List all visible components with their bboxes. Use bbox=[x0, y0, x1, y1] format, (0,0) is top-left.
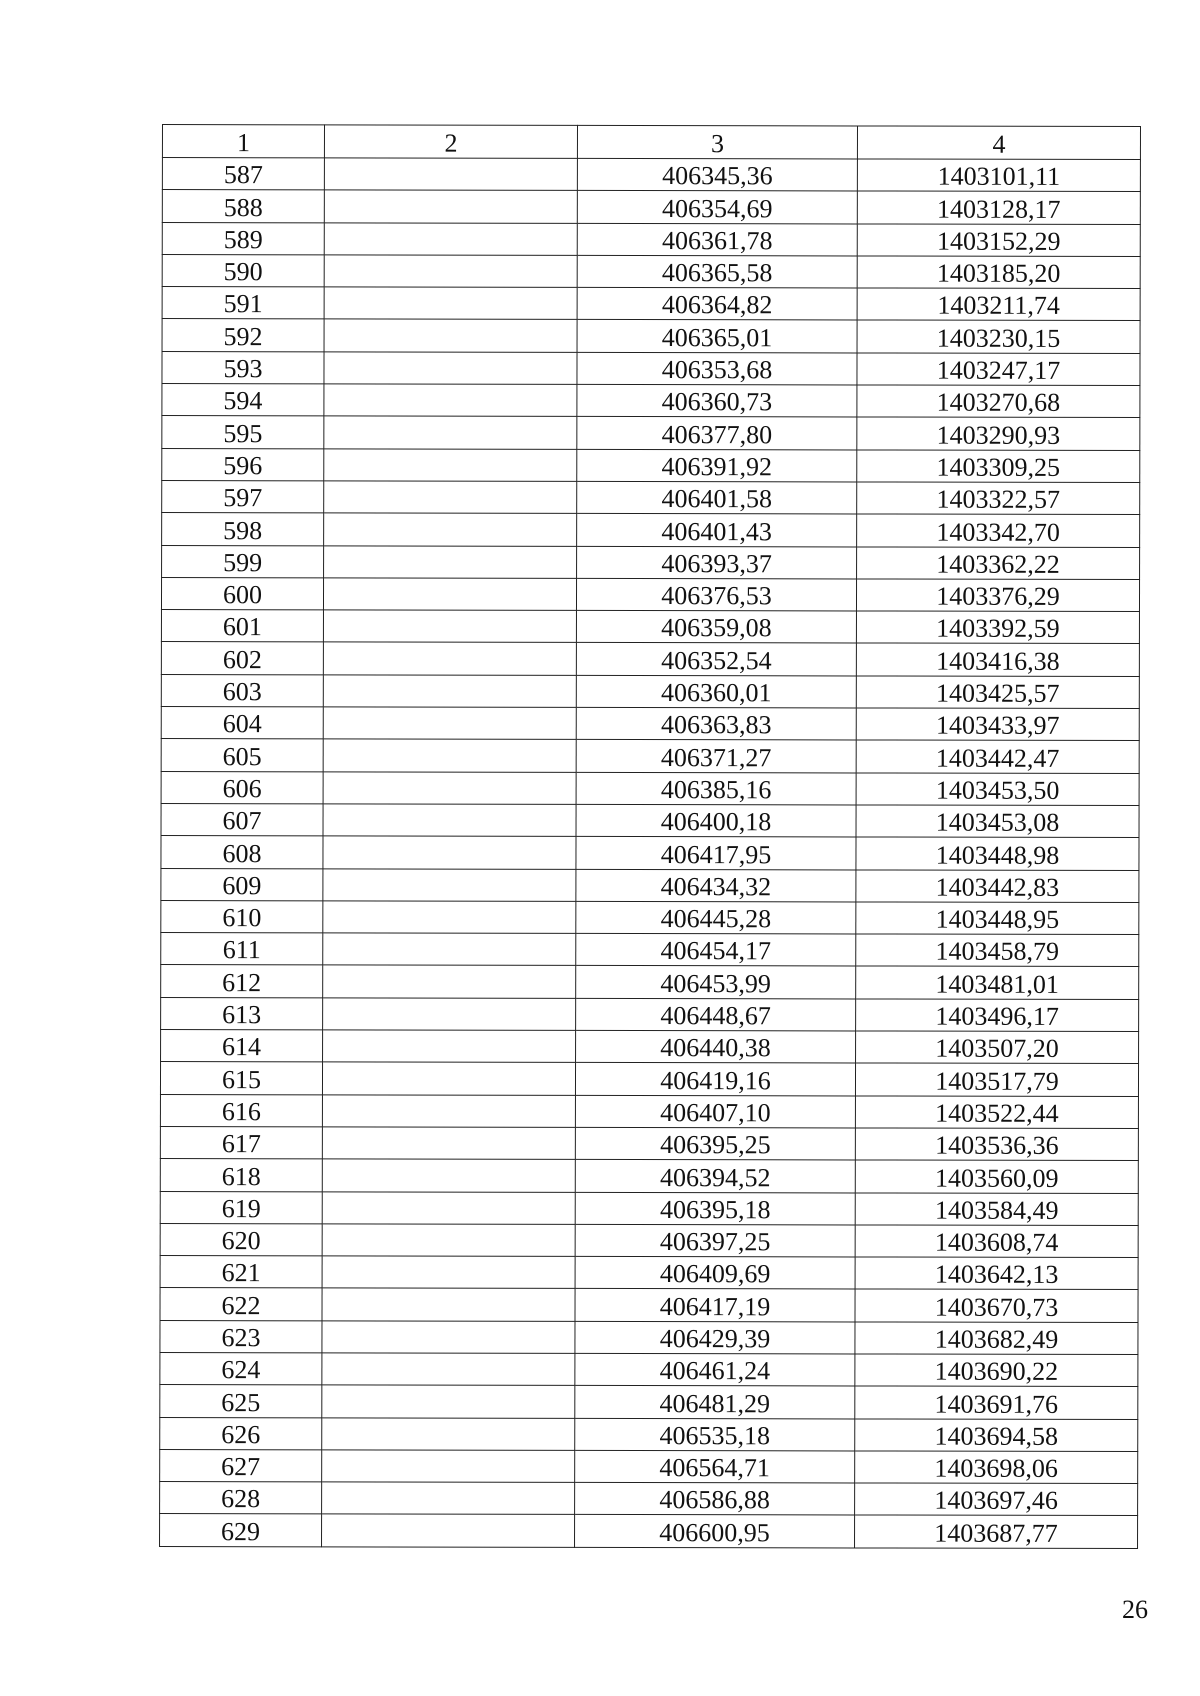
point-number-cell: 589 bbox=[162, 222, 324, 255]
table-row bbox=[160, 1094, 1138, 1128]
y-coordinate-cell: 1403416,38 bbox=[856, 643, 1139, 676]
table-row bbox=[162, 254, 1140, 288]
point-number-cell: 606 bbox=[161, 771, 323, 804]
x-coordinate-cell: 406364,82 bbox=[577, 288, 857, 321]
x-coordinate-cell: 406454,17 bbox=[576, 933, 856, 966]
table-row bbox=[160, 1062, 1138, 1096]
x-coordinate-cell: 406419,16 bbox=[575, 1063, 855, 1096]
table-row bbox=[161, 1030, 1139, 1064]
table-row bbox=[161, 803, 1139, 837]
x-coordinate-cell: 406352,54 bbox=[576, 643, 856, 676]
y-coordinate-cell: 1403442,47 bbox=[856, 740, 1139, 773]
x-coordinate-cell: 406401,43 bbox=[577, 514, 857, 547]
table-row bbox=[160, 1514, 1138, 1548]
y-coordinate-cell: 1403453,50 bbox=[856, 773, 1139, 806]
empty-cell bbox=[322, 1256, 575, 1289]
point-number-cell: 610 bbox=[161, 900, 323, 933]
empty-cell bbox=[323, 642, 576, 675]
y-coordinate-cell: 1403309,25 bbox=[857, 450, 1140, 483]
x-coordinate-cell: 406417,95 bbox=[576, 837, 856, 870]
x-coordinate-cell: 406409,69 bbox=[575, 1256, 855, 1289]
point-number-cell: 599 bbox=[162, 545, 324, 578]
table-row bbox=[160, 1159, 1138, 1193]
point-number-cell: 593 bbox=[162, 351, 324, 384]
table-row bbox=[161, 577, 1139, 611]
y-coordinate-cell: 1403290,93 bbox=[857, 417, 1140, 450]
table-row bbox=[161, 610, 1139, 644]
table-row bbox=[160, 1482, 1138, 1516]
point-number-cell: 622 bbox=[160, 1288, 322, 1321]
point-number-cell: 619 bbox=[160, 1191, 322, 1224]
y-coordinate-cell: 1403442,83 bbox=[856, 869, 1139, 902]
empty-cell bbox=[322, 1353, 575, 1386]
y-coordinate-cell: 1403448,95 bbox=[856, 902, 1139, 935]
point-number-cell: 597 bbox=[162, 480, 324, 513]
table-row bbox=[161, 771, 1139, 805]
y-coordinate-cell: 1403682,49 bbox=[855, 1322, 1138, 1355]
table-row bbox=[162, 480, 1140, 514]
y-coordinate-cell: 1403507,20 bbox=[856, 1031, 1139, 1064]
empty-cell bbox=[323, 739, 576, 772]
table-row bbox=[161, 642, 1139, 676]
empty-cell bbox=[322, 1514, 575, 1547]
y-coordinate-cell: 1403425,57 bbox=[856, 676, 1139, 709]
table-row bbox=[162, 287, 1140, 321]
y-coordinate-cell: 1403322,57 bbox=[857, 482, 1140, 515]
y-coordinate-cell: 1403481,01 bbox=[856, 966, 1139, 999]
header-cell-3: 3 bbox=[577, 125, 857, 159]
coordinates-table bbox=[159, 124, 1141, 1549]
y-coordinate-cell: 1403128,17 bbox=[857, 191, 1140, 224]
y-coordinate-cell: 1403522,44 bbox=[855, 1096, 1138, 1129]
y-coordinate-cell: 1403453,08 bbox=[856, 805, 1139, 838]
x-coordinate-cell: 406391,92 bbox=[577, 449, 857, 482]
empty-cell bbox=[322, 1417, 575, 1450]
point-number-cell: 628 bbox=[160, 1482, 322, 1515]
table-row bbox=[160, 1126, 1138, 1160]
x-coordinate-cell: 406535,18 bbox=[575, 1418, 855, 1451]
point-number-cell: 627 bbox=[160, 1449, 322, 1482]
point-number-cell: 614 bbox=[161, 1030, 323, 1063]
y-coordinate-cell: 1403230,15 bbox=[857, 320, 1140, 353]
empty-cell bbox=[322, 1450, 575, 1483]
table-row bbox=[161, 674, 1139, 708]
x-coordinate-cell: 406363,83 bbox=[576, 707, 856, 740]
empty-cell bbox=[322, 1127, 575, 1160]
table-row bbox=[162, 158, 1140, 192]
empty-cell bbox=[323, 804, 576, 837]
point-number-cell: 613 bbox=[161, 997, 323, 1030]
table-row bbox=[160, 1223, 1138, 1257]
empty-cell bbox=[324, 384, 577, 417]
y-coordinate-cell: 1403584,49 bbox=[855, 1192, 1138, 1225]
empty-cell bbox=[324, 319, 577, 352]
x-coordinate-cell: 406371,27 bbox=[576, 740, 856, 773]
y-coordinate-cell: 1403608,74 bbox=[855, 1225, 1138, 1258]
empty-cell bbox=[322, 1321, 575, 1354]
table-body bbox=[160, 125, 1141, 1549]
empty-cell bbox=[324, 545, 577, 578]
empty-cell bbox=[322, 1094, 575, 1127]
x-coordinate-cell: 406481,29 bbox=[575, 1386, 855, 1419]
point-number-cell: 602 bbox=[161, 642, 323, 675]
empty-cell bbox=[322, 1288, 575, 1321]
empty-cell bbox=[322, 1482, 575, 1515]
empty-cell bbox=[323, 868, 576, 901]
empty-cell bbox=[324, 513, 577, 546]
y-coordinate-cell: 1403101,11 bbox=[857, 159, 1140, 192]
point-number-cell: 596 bbox=[162, 448, 324, 481]
empty-cell bbox=[322, 1224, 575, 1257]
y-coordinate-cell: 1403185,20 bbox=[857, 256, 1140, 289]
y-coordinate-cell: 1403691,76 bbox=[855, 1386, 1138, 1419]
point-number-cell: 626 bbox=[160, 1417, 322, 1450]
y-coordinate-cell: 1403698,06 bbox=[855, 1451, 1138, 1484]
empty-cell bbox=[324, 222, 577, 255]
y-coordinate-cell: 1403496,17 bbox=[856, 999, 1139, 1032]
x-coordinate-cell: 406353,68 bbox=[577, 352, 857, 385]
x-coordinate-cell: 406360,01 bbox=[576, 675, 856, 708]
header-cell-1: 1 bbox=[162, 125, 324, 158]
empty-cell bbox=[323, 610, 576, 643]
empty-cell bbox=[323, 901, 576, 934]
y-coordinate-cell: 1403687,77 bbox=[855, 1515, 1138, 1548]
x-coordinate-cell: 406345,36 bbox=[577, 158, 857, 191]
point-number-cell: 595 bbox=[162, 416, 324, 449]
x-coordinate-cell: 406586,88 bbox=[575, 1483, 855, 1516]
x-coordinate-cell: 406401,58 bbox=[577, 481, 857, 514]
point-number-cell: 615 bbox=[160, 1062, 322, 1095]
x-coordinate-cell: 406407,10 bbox=[575, 1095, 855, 1128]
empty-cell bbox=[324, 255, 577, 288]
point-number-cell: 598 bbox=[162, 513, 324, 546]
empty-cell bbox=[322, 1159, 575, 1192]
y-coordinate-cell: 1403376,29 bbox=[856, 579, 1139, 612]
table-row bbox=[160, 1256, 1138, 1290]
point-number-cell: 624 bbox=[160, 1352, 322, 1385]
y-coordinate-cell: 1403697,46 bbox=[855, 1483, 1138, 1516]
table-row bbox=[160, 1288, 1138, 1322]
empty-cell bbox=[323, 836, 576, 869]
table-row bbox=[162, 513, 1140, 547]
empty-cell bbox=[323, 771, 576, 804]
empty-cell bbox=[324, 158, 577, 191]
x-coordinate-cell: 406400,18 bbox=[576, 804, 856, 837]
x-coordinate-cell: 406564,71 bbox=[575, 1450, 855, 1483]
table-row bbox=[161, 739, 1139, 773]
x-coordinate-cell: 406445,28 bbox=[576, 901, 856, 934]
x-coordinate-cell: 406360,73 bbox=[577, 384, 857, 417]
y-coordinate-cell: 1403536,36 bbox=[855, 1128, 1138, 1161]
point-number-cell: 590 bbox=[162, 254, 324, 287]
x-coordinate-cell: 406394,52 bbox=[575, 1160, 855, 1193]
point-number-cell: 603 bbox=[161, 674, 323, 707]
point-number-cell: 594 bbox=[162, 384, 324, 417]
empty-cell bbox=[323, 933, 576, 966]
x-coordinate-cell: 406461,24 bbox=[575, 1353, 855, 1386]
table-row bbox=[161, 965, 1139, 999]
table-row bbox=[162, 222, 1140, 256]
point-number-cell: 617 bbox=[160, 1126, 322, 1159]
table-row bbox=[160, 1449, 1138, 1483]
table-row bbox=[160, 1320, 1138, 1354]
point-number-cell: 620 bbox=[160, 1223, 322, 1256]
header-cell-2: 2 bbox=[324, 125, 577, 159]
point-number-cell: 605 bbox=[161, 739, 323, 772]
empty-cell bbox=[322, 1385, 575, 1418]
y-coordinate-cell: 1403560,09 bbox=[855, 1160, 1138, 1193]
x-coordinate-cell: 406376,53 bbox=[576, 578, 856, 611]
table-row bbox=[162, 351, 1140, 385]
x-coordinate-cell: 406395,25 bbox=[575, 1127, 855, 1160]
table-row bbox=[161, 900, 1139, 934]
x-coordinate-cell: 406354,69 bbox=[577, 191, 857, 224]
x-coordinate-cell: 406448,67 bbox=[576, 998, 856, 1031]
empty-cell bbox=[323, 965, 576, 998]
y-coordinate-cell: 1403211,74 bbox=[857, 288, 1140, 321]
y-coordinate-cell: 1403342,70 bbox=[857, 514, 1140, 547]
point-number-cell: 591 bbox=[162, 287, 324, 320]
point-number-cell: 621 bbox=[160, 1256, 322, 1289]
point-number-cell: 588 bbox=[162, 190, 324, 223]
y-coordinate-cell: 1403458,79 bbox=[856, 934, 1139, 967]
y-coordinate-cell: 1403670,73 bbox=[855, 1289, 1138, 1322]
y-coordinate-cell: 1403270,68 bbox=[857, 385, 1140, 418]
empty-cell bbox=[323, 578, 576, 611]
x-coordinate-cell: 406600,95 bbox=[575, 1515, 855, 1548]
x-coordinate-cell: 406361,78 bbox=[577, 223, 857, 256]
point-number-cell: 629 bbox=[160, 1514, 322, 1547]
y-coordinate-cell: 1403152,29 bbox=[857, 224, 1140, 257]
empty-cell bbox=[323, 998, 576, 1031]
point-number-cell: 608 bbox=[161, 836, 323, 869]
table-row bbox=[162, 448, 1140, 482]
point-number-cell: 611 bbox=[161, 933, 323, 966]
x-coordinate-cell: 406397,25 bbox=[575, 1224, 855, 1257]
y-coordinate-cell: 1403433,97 bbox=[856, 708, 1139, 741]
table-row bbox=[162, 319, 1140, 353]
y-coordinate-cell: 1403362,22 bbox=[857, 547, 1140, 580]
point-number-cell: 601 bbox=[161, 610, 323, 643]
empty-cell bbox=[324, 190, 577, 223]
x-coordinate-cell: 406365,01 bbox=[577, 320, 857, 353]
point-number-cell: 607 bbox=[161, 803, 323, 836]
x-coordinate-cell: 406385,16 bbox=[576, 772, 856, 805]
point-number-cell: 618 bbox=[160, 1159, 322, 1192]
y-coordinate-cell: 1403694,58 bbox=[855, 1419, 1138, 1452]
empty-cell bbox=[322, 1062, 575, 1095]
table-header-row bbox=[162, 125, 1140, 160]
page-number: 26 bbox=[1122, 1595, 1148, 1624]
point-number-cell: 612 bbox=[161, 965, 323, 998]
y-coordinate-cell: 1403690,22 bbox=[855, 1354, 1138, 1387]
empty-cell bbox=[323, 1030, 576, 1063]
x-coordinate-cell: 406453,99 bbox=[576, 966, 856, 999]
table-row bbox=[161, 707, 1139, 741]
y-coordinate-cell: 1403392,59 bbox=[856, 611, 1139, 644]
table-row bbox=[162, 384, 1140, 418]
x-coordinate-cell: 406417,19 bbox=[575, 1289, 855, 1322]
x-coordinate-cell: 406359,08 bbox=[576, 611, 856, 644]
empty-cell bbox=[324, 449, 577, 482]
table-row bbox=[161, 868, 1139, 902]
point-number-cell: 600 bbox=[161, 577, 323, 610]
header-cell-4: 4 bbox=[857, 126, 1140, 160]
x-coordinate-cell: 406377,80 bbox=[577, 417, 857, 450]
empty-cell bbox=[322, 1191, 575, 1224]
x-coordinate-cell: 406429,39 bbox=[575, 1321, 855, 1354]
table-row bbox=[162, 190, 1140, 224]
empty-cell bbox=[324, 287, 577, 320]
x-coordinate-cell: 406440,38 bbox=[576, 1030, 856, 1063]
x-coordinate-cell: 406365,58 bbox=[577, 255, 857, 288]
empty-cell bbox=[324, 481, 577, 514]
point-number-cell: 616 bbox=[160, 1094, 322, 1127]
empty-cell bbox=[324, 416, 577, 449]
point-number-cell: 623 bbox=[160, 1320, 322, 1353]
table-row bbox=[161, 997, 1139, 1031]
point-number-cell: 604 bbox=[161, 707, 323, 740]
empty-cell bbox=[324, 352, 577, 385]
table-row bbox=[161, 836, 1139, 870]
point-number-cell: 587 bbox=[162, 158, 324, 191]
x-coordinate-cell: 406434,32 bbox=[576, 869, 856, 902]
table-row bbox=[161, 933, 1139, 967]
point-number-cell: 625 bbox=[160, 1385, 322, 1418]
empty-cell bbox=[323, 675, 576, 708]
y-coordinate-cell: 1403247,17 bbox=[857, 353, 1140, 386]
table-row bbox=[160, 1385, 1138, 1419]
x-coordinate-cell: 406395,18 bbox=[575, 1192, 855, 1225]
point-number-cell: 592 bbox=[162, 319, 324, 352]
table-row bbox=[160, 1352, 1138, 1386]
empty-cell bbox=[323, 707, 576, 740]
table-row bbox=[160, 1191, 1138, 1225]
table-row bbox=[162, 545, 1140, 579]
table-row bbox=[162, 416, 1140, 450]
x-coordinate-cell: 406393,37 bbox=[577, 546, 857, 579]
table-row bbox=[160, 1417, 1138, 1451]
point-number-cell: 609 bbox=[161, 868, 323, 901]
y-coordinate-cell: 1403517,79 bbox=[855, 1063, 1138, 1096]
y-coordinate-cell: 1403642,13 bbox=[855, 1257, 1138, 1290]
y-coordinate-cell: 1403448,98 bbox=[856, 837, 1139, 870]
